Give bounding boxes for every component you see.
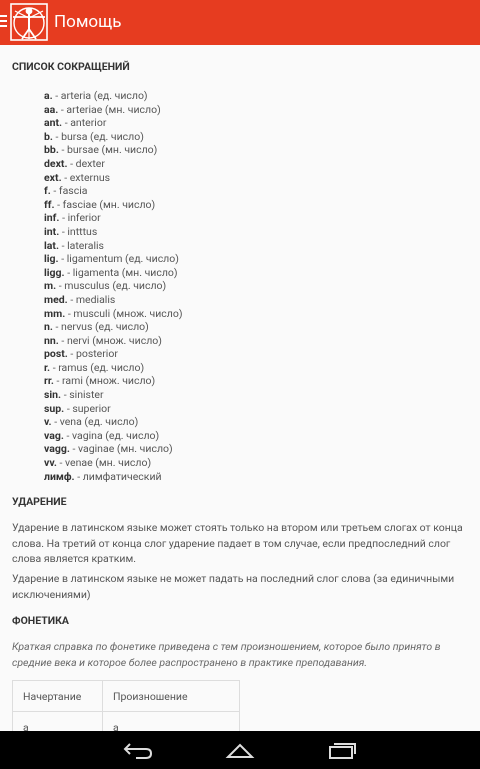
- list-item: [44, 293, 183, 307]
- abbreviation-meaning: - bursa (ед. число): [52, 129, 144, 143]
- list-item: [44, 130, 183, 144]
- stress-heading: УДАРЕНИЕ: [12, 495, 67, 508]
- abbreviation-term: v.: [44, 415, 52, 429]
- abbreviation-term: rr.: [44, 374, 54, 388]
- abbreviation-term: sin.: [44, 388, 62, 402]
- list-item: [44, 415, 183, 429]
- abbreviation-term: lig.: [44, 252, 59, 266]
- abbreviation-term: ff.: [44, 197, 55, 211]
- abbreviation-term: f.: [44, 184, 51, 198]
- abbreviation-term: vv.: [44, 456, 57, 470]
- table-header-row: [13, 681, 240, 712]
- list-item: [44, 402, 183, 416]
- abbreviation-meaning: - lateralis: [59, 238, 104, 252]
- abbreviation-meaning: - bursae (мн. число): [58, 143, 158, 157]
- abbreviation-term: ext.: [44, 170, 62, 184]
- abbreviation-meaning: - ligamentum (ед. число): [58, 252, 179, 266]
- list-item: [44, 103, 183, 117]
- list-item: [44, 211, 183, 225]
- stress-paragraph-1: Ударение в латинском языке может стоять только на втором или третьем слогах от конца слова. На третий от конца слог ударение падает в том случае, если предпоследний слог слова является кратким.: [12, 521, 463, 565]
- stress-paragraph-2: Ударение в латинском языке не может падать на последний слог слова (за единичными исключениями): [12, 572, 455, 601]
- page-title: Помощь: [54, 12, 122, 32]
- abbreviation-term: r.: [44, 360, 51, 374]
- list-item: [44, 388, 183, 402]
- list-item: [44, 171, 183, 185]
- list-item: [44, 334, 183, 348]
- abbreviation-term: b.: [44, 129, 53, 143]
- list-item: [44, 198, 183, 212]
- list-item: [44, 225, 183, 239]
- back-icon[interactable]: [122, 740, 154, 760]
- list-item: [44, 89, 183, 103]
- abbreviation-meaning: - externus: [61, 170, 111, 184]
- list-item: [44, 470, 183, 484]
- abbreviation-term: inf.: [44, 211, 60, 225]
- help-content[interactable]: [0, 45, 480, 731]
- abbreviation-meaning: - posterior: [67, 347, 118, 361]
- list-item: [44, 184, 183, 198]
- abbreviation-term: bb.: [44, 143, 59, 157]
- abbreviation-meaning: - sinister: [61, 388, 104, 402]
- abbreviation-meaning: - musculi (множ. число): [65, 306, 183, 320]
- list-item: [44, 429, 183, 443]
- phonetics-table: [12, 680, 240, 731]
- vitruvian-logo-icon[interactable]: [10, 3, 48, 41]
- list-item: [44, 157, 183, 171]
- list-item: [44, 347, 183, 361]
- recent-apps-icon[interactable]: [326, 740, 358, 760]
- abbreviation-term: vagg.: [44, 442, 70, 456]
- abbreviation-meaning: - лимфатический: [74, 469, 162, 483]
- abbreviation-term: nn.: [44, 333, 59, 347]
- abbreviation-meaning: - venae (мн. число): [56, 456, 152, 470]
- list-item: [44, 456, 183, 470]
- abbreviation-meaning: - arteriae (мн. число): [58, 102, 161, 116]
- abbreviations-heading: СПИСОК СОКРАЩЕНИЙ: [12, 60, 130, 73]
- abbreviation-meaning: - anterior: [62, 116, 107, 130]
- list-item: [44, 143, 183, 157]
- system-navigation-bar: [0, 731, 480, 769]
- abbreviation-meaning: - vena (ед. число): [51, 415, 139, 429]
- list-item: [44, 116, 183, 130]
- abbreviation-term: mm.: [44, 306, 66, 320]
- list-item: [44, 266, 183, 280]
- phonetics-heading: ФОНЕТИКА: [12, 614, 69, 627]
- abbreviation-meaning: - ramus (ед. число): [50, 360, 145, 374]
- table-row: [13, 712, 240, 732]
- abbreviation-term: vag.: [44, 428, 64, 442]
- abbreviation-meaning: - dexter: [67, 156, 105, 170]
- table-cell: a: [103, 712, 240, 732]
- abbreviation-list: [44, 89, 183, 483]
- abbreviation-term: lat.: [44, 238, 59, 252]
- abbreviation-meaning: - medialis: [67, 292, 116, 306]
- list-item: [44, 374, 183, 388]
- abbreviation-meaning: - nervus (ед. число): [52, 320, 149, 334]
- abbreviation-meaning: - fasciae (мн. число): [54, 197, 156, 211]
- list-item: [44, 320, 183, 334]
- abbreviation-term: post.: [44, 347, 68, 361]
- abbreviation-meaning: - fascia: [50, 184, 88, 198]
- abbreviation-term: n.: [44, 320, 53, 334]
- table-header-cell: Начертание: [13, 681, 103, 712]
- abbreviation-term: a.: [44, 89, 53, 102]
- abbreviation-meaning: - vagina (ед. число): [63, 428, 160, 442]
- abbreviation-term: m.: [44, 279, 57, 293]
- list-item: [44, 252, 183, 266]
- table-cell: a: [13, 712, 103, 732]
- home-icon[interactable]: [224, 740, 256, 760]
- abbreviation-meaning: - vaginae (мн. число): [69, 442, 173, 456]
- abbreviation-term: med.: [44, 292, 68, 306]
- list-item: [44, 307, 183, 321]
- abbreviation-meaning: - superior: [64, 401, 111, 415]
- abbreviation-meaning: - arteria (ед. число): [52, 89, 148, 102]
- abbreviation-term: dext.: [44, 156, 68, 170]
- abbreviation-meaning: - inferior: [59, 211, 101, 225]
- list-item: [44, 361, 183, 375]
- abbreviation-meaning: - intttus: [59, 224, 98, 238]
- abbreviation-meaning: - nervi (множ. число): [58, 333, 162, 347]
- abbreviation-term: int.: [44, 224, 60, 238]
- abbreviation-meaning: - ligamenta (мн. число): [64, 265, 178, 279]
- table-header-cell: Произношение: [103, 681, 240, 712]
- abbreviation-term: sup.: [44, 401, 65, 415]
- abbreviation-term: aa.: [44, 102, 59, 116]
- phonetics-intro: Краткая справка по фонетике приведена с тем произношением, которое было принято в средние века и которое более распространено в практике преподавания.: [12, 640, 441, 669]
- abbreviation-meaning: - rami (множ. число): [53, 374, 156, 388]
- menu-icon[interactable]: [0, 15, 7, 29]
- app-bar: [0, 0, 480, 45]
- list-item: [44, 239, 183, 253]
- list-item: [44, 279, 183, 293]
- abbreviation-term: ligg.: [44, 265, 65, 279]
- abbreviation-term: лимф.: [44, 469, 75, 483]
- abbreviation-term: ant.: [44, 116, 63, 130]
- list-item: [44, 442, 183, 456]
- abbreviation-meaning: - musculus (ед. число): [56, 279, 167, 293]
